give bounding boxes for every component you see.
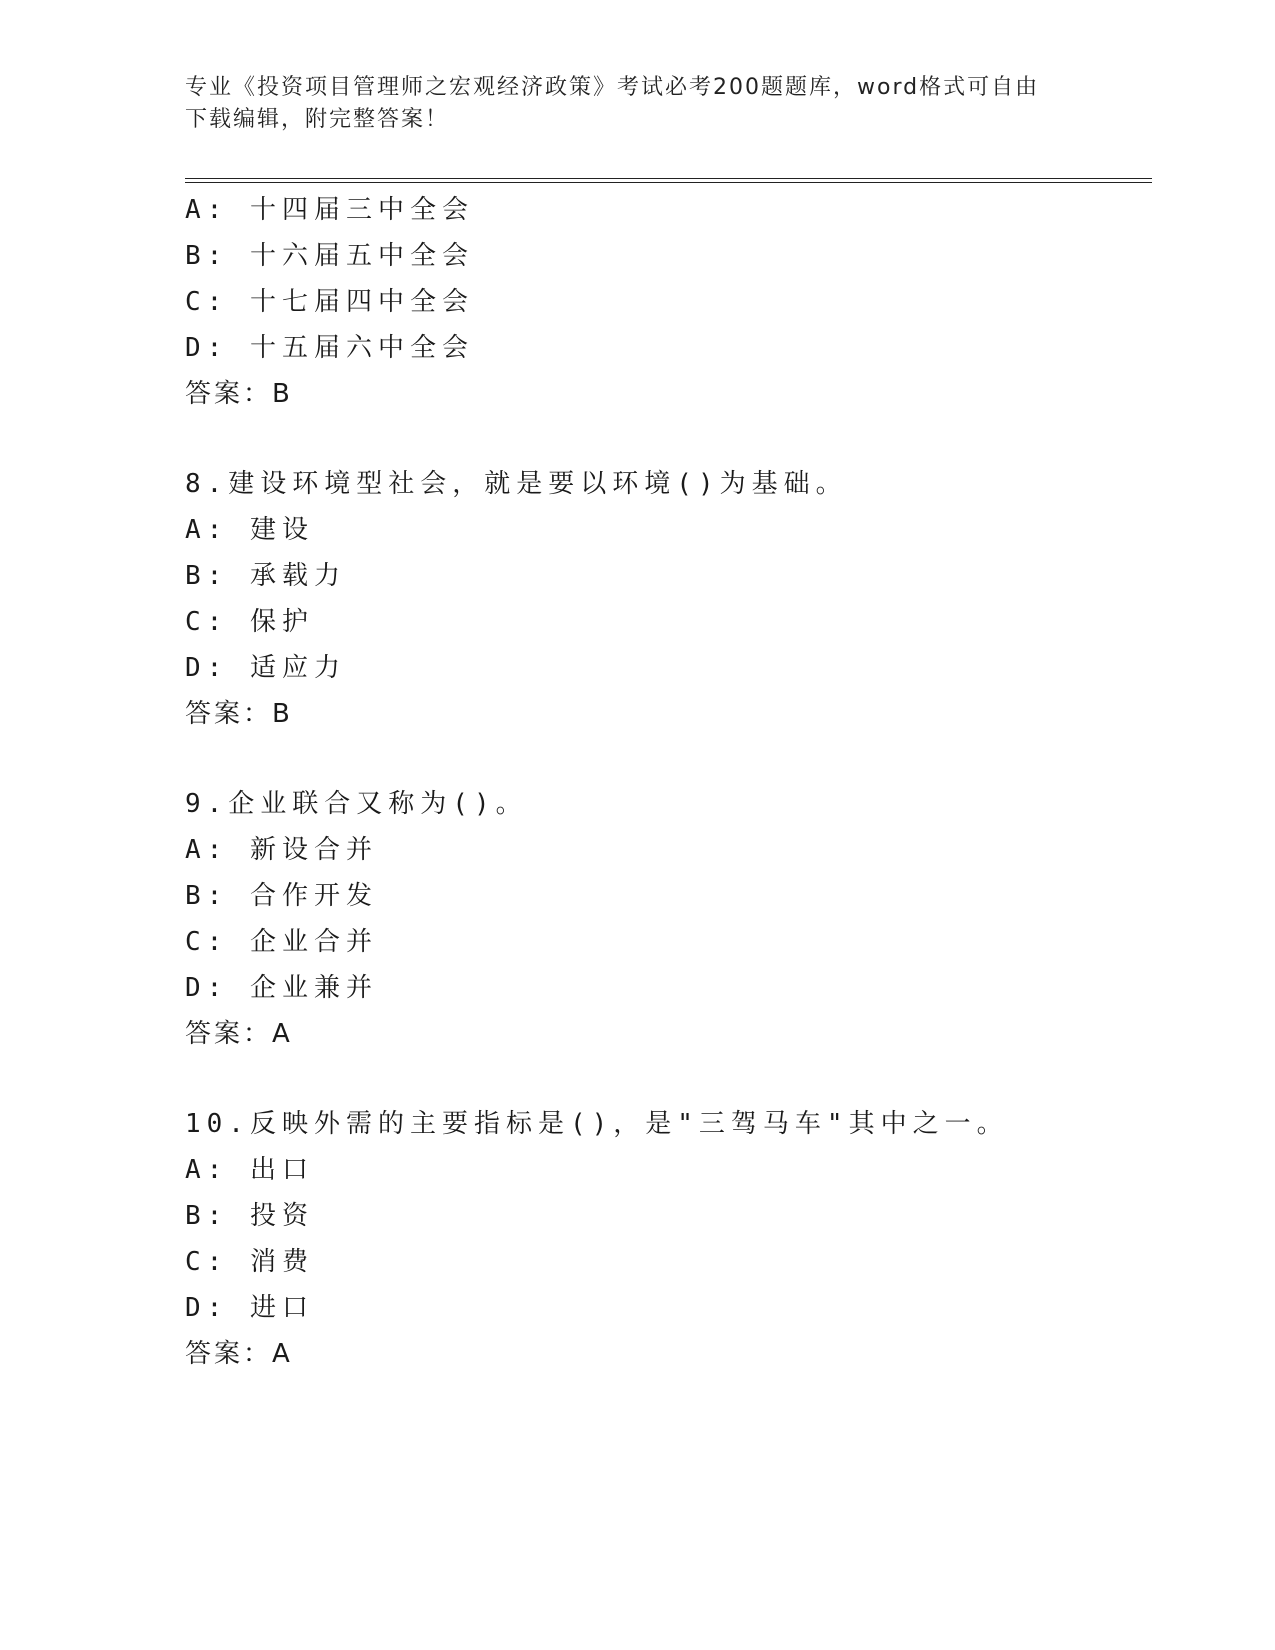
option-a: A: 十四届三中全会 — [185, 195, 474, 225]
document-header — [185, 72, 1085, 136]
option-d: D: 十五届六中全会 — [185, 333, 474, 363]
option-c: C: 十七届四中全会 — [185, 287, 474, 317]
option-a: A: 出口 — [185, 1155, 314, 1185]
header-divider-bottom — [185, 182, 1152, 183]
answer: 答案：A — [185, 1019, 293, 1049]
header-divider-top — [185, 178, 1152, 179]
option-b: B: 投资 — [185, 1201, 314, 1231]
option-c: C: 消费 — [185, 1247, 314, 1277]
option-b: B: 十六届五中全会 — [185, 241, 474, 271]
question-stem: 9.企业联合又称为()。 — [185, 789, 528, 819]
option-c: C: 企业合并 — [185, 927, 378, 957]
option-b: B: 承载力 — [185, 561, 346, 591]
option-d: D: 企业兼并 — [185, 973, 378, 1003]
option-a: A: 新设合并 — [185, 835, 378, 865]
option-d: D: 适应力 — [185, 653, 346, 683]
option-a: A: 建设 — [185, 515, 314, 545]
header-line-1: 专业《投资项目管理师之宏观经济政策》考试必考200题题库，word格式可自由 — [185, 75, 1040, 100]
question-stem: 8.建设环境型社会，就是要以环境()为基础。 — [185, 469, 848, 499]
question-stem: 10.反映外需的主要指标是()，是"三驾马车"其中之一。 — [185, 1109, 1009, 1139]
question-10 — [185, 1101, 1145, 1377]
answer: 答案：B — [185, 699, 293, 729]
header-line-2: 下载编辑，附完整答案！ — [185, 107, 450, 132]
option-d: D: 进口 — [185, 1293, 314, 1323]
spacer — [185, 417, 1145, 461]
option-c: C: 保护 — [185, 607, 314, 637]
spacer — [185, 1057, 1145, 1101]
answer: 答案：B — [185, 379, 293, 409]
question-7 — [185, 187, 1145, 417]
question-9 — [185, 781, 1145, 1057]
answer: 答案：A — [185, 1339, 293, 1369]
option-b: B: 合作开发 — [185, 881, 378, 911]
question-list — [185, 187, 1145, 1377]
question-8 — [185, 461, 1145, 737]
spacer — [185, 737, 1145, 781]
